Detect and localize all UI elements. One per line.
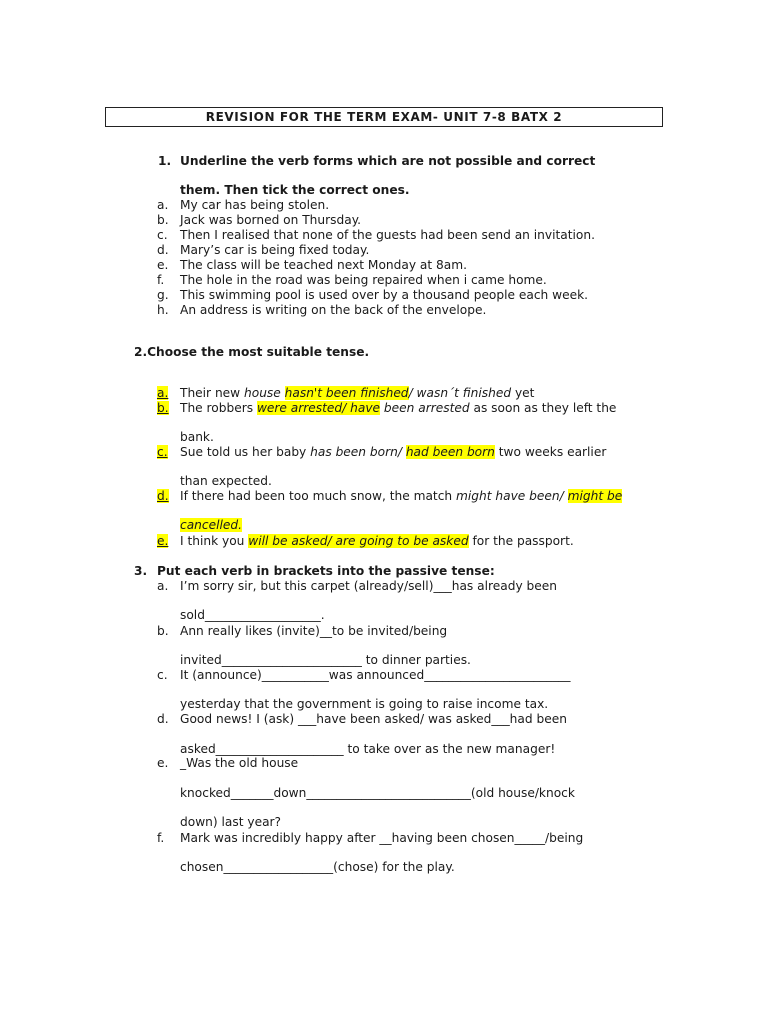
section-3-letter-f: f. [157,831,165,845]
section-3-item-f-line-1: Mark was incredibly happy after __having been chosen_____/being [180,831,584,845]
section-1-item-c: Then I realised that none of the guests had been send an invitation. [180,228,595,242]
section-2-item-d-line-2: cancelled. [180,518,242,532]
section-3-letter-c: c. [157,668,168,682]
section-1-item-b: Jack was borned on Thursday. [180,213,362,227]
section-1-heading-line-2: them. Then tick the correct ones. [180,183,410,197]
section-3-item-d-line-1: Good news! I (ask) ___have been asked/ was asked___had been [180,712,567,726]
section-1-letter-g: g. [157,288,169,302]
section-3-letter-b: b. [157,624,169,638]
section-2-letter-c: c. [157,445,168,459]
section-3-item-c-line-1: It (announce)___________was announced________________________ [180,668,571,682]
section-3-item-e-line-2: knocked_______down___________________________(old house/knock [180,786,575,800]
section-3-number: 3. [134,564,148,578]
section-2-item-c-line-2: than expected. [180,474,272,488]
section-1-letter-a: a. [157,198,169,212]
section-3-letter-e: e. [157,756,169,770]
section-2-item-a: Their new house hasn't been finished/ wasn´t finished yet [180,386,535,400]
section-2-item-c-line-1: Sue told us her baby has been born/ had been born two weeks earlier [180,445,607,459]
section-3-item-d-line-2: asked_____________________ to take over as the new manager! [180,742,556,756]
section-2-letter-a: a. [157,386,169,400]
section-1-number: 1. [158,154,172,168]
section-3-item-e-line-1: _Was the old house [180,756,299,770]
document-title: REVISION FOR THE TERM EXAM- UNIT 7-8 BATX 2 [105,107,663,127]
section-1-letter-d: d. [157,243,169,257]
section-3-letter-a: a. [157,579,169,593]
section-1-letter-b: b. [157,213,169,227]
section-1-letter-h: h. [157,303,169,317]
section-3-item-b-line-2: invited_______________________ to dinner parties. [180,653,471,667]
section-1-item-f: The hole in the road was being repaired when i came home. [180,273,547,287]
section-2-item-e: I think you will be asked/ are going to be asked for the passport. [180,534,574,548]
section-1-item-a: My car has being stolen. [180,198,330,212]
section-1-letter-c: c. [157,228,168,242]
section-3-item-f-line-2: chosen__________________(chose) for the play. [180,860,455,874]
section-2-item-b-line-1: The robbers were arrested/ have been arrested as soon as they left the [180,401,617,415]
section-1-heading-line-1: Underline the verb forms which are not possible and correct [180,154,596,168]
section-1-item-h: An address is writing on the back of the envelope. [180,303,487,317]
section-1-item-d: Mary’s car is being fixed today. [180,243,370,257]
section-3-item-c-line-2: yesterday that the government is going to raise income tax. [180,697,549,711]
section-3-letter-d: d. [157,712,169,726]
section-2-letter-b: b. [157,401,169,415]
section-2-item-b-line-2: bank. [180,430,214,444]
section-1-letter-e: e. [157,258,169,272]
section-2-letter-e: e. [157,534,169,548]
section-3-heading: Put each verb in brackets into the passive tense: [157,564,495,578]
section-1-item-g: This swimming pool is used over by a thousand people each week. [180,288,589,302]
section-1-letter-f: f. [157,273,165,287]
section-2-item-d-line-1: If there had been too much snow, the match might have been/ might be [180,489,623,503]
section-2-heading: 2.Choose the most suitable tense. [134,345,370,359]
section-3-item-a-line-1: I’m sorry sir, but this carpet (already/sell)___has already been [180,579,557,593]
section-3-item-a-line-2: sold___________________. [180,608,325,622]
section-1-item-e: The class will be teached next Monday at 8am. [180,258,468,272]
section-2-letter-d: d. [157,489,169,503]
section-3-item-b-line-1: Ann really likes (invite)__to be invited/being [180,624,448,638]
section-3-item-e-line-3: down) last year? [180,815,282,829]
